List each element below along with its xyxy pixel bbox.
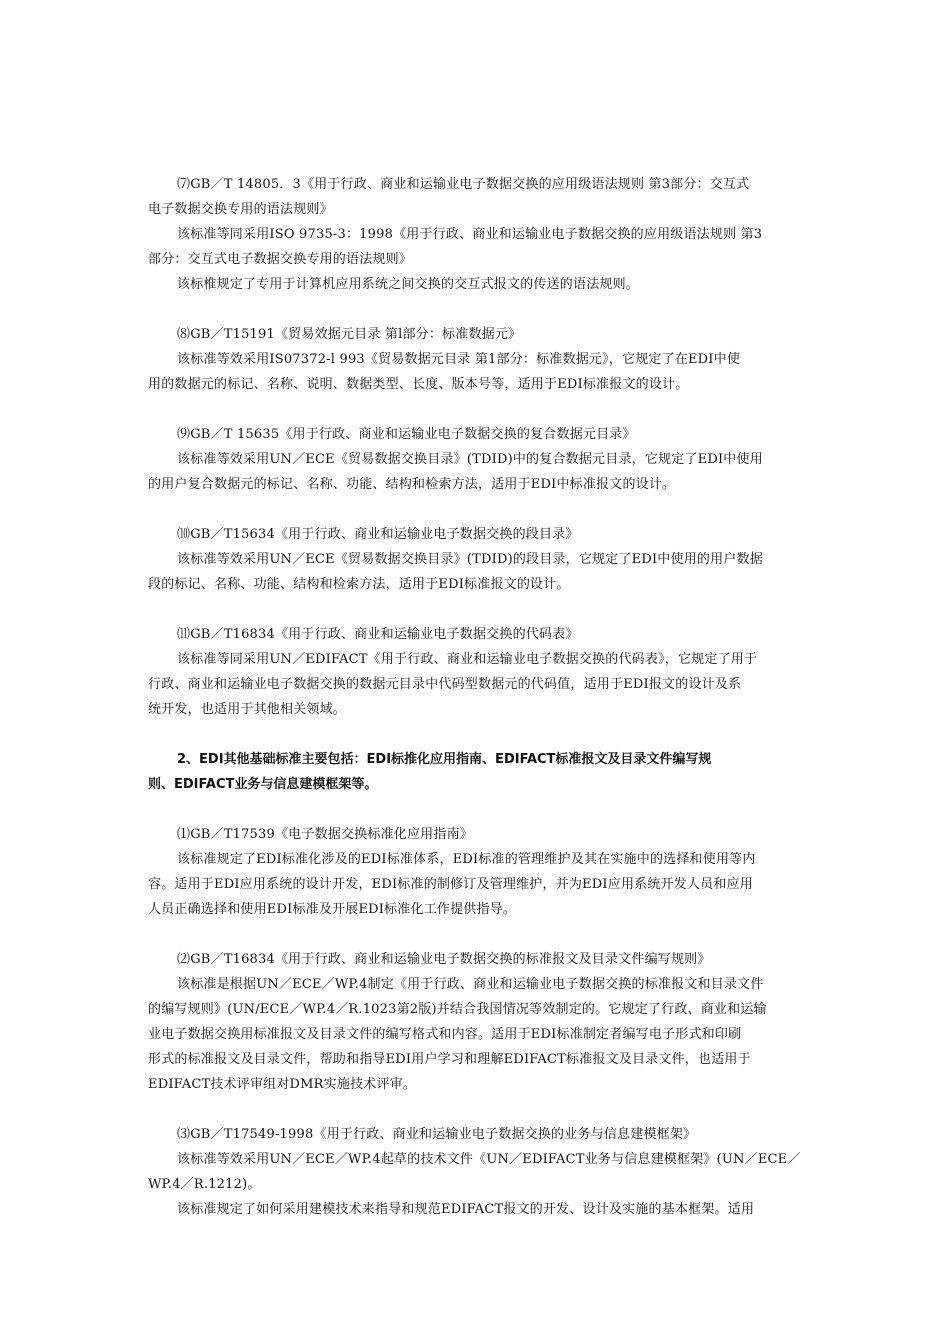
standard-item-9: [148, 422, 808, 497]
standard-item-7: [148, 172, 808, 297]
guideline-item-1: [148, 822, 808, 922]
standard-title: ⑼GB／T 15635《用于行政、商业和运输业电子数据交换的复合数据元目录》: [177, 427, 636, 442]
standard-title: ⑴GB／T17539《电子数据交换标准化应用指南》: [177, 827, 473, 842]
paragraph-line: 该标准规定了如何采用建模技术来指导和规范EDIFACT报文的开发、设计及实施的基本框架。适用: [177, 1202, 755, 1217]
paragraph-line: 的用户复合数据元的标记、名称、功能、结构和检索方法，适用于EDI中标准报文的设计。: [148, 477, 676, 492]
paragraph-line: 该标准规定了EDI标准化涉及的EDI标准体系，EDI标准的管理维护及其在实施中的选择和使用等内: [177, 852, 756, 867]
standard-item-11: [148, 622, 808, 722]
paragraph-line: 该标准等效采用UN／ECE／WP.4起草的技术文件《UN／EDIFACT业务与信息建模框架》(UN／ECE／: [177, 1152, 801, 1167]
paragraph-line: WP.4／R.1212)。: [148, 1177, 261, 1192]
guideline-item-3: [148, 1122, 808, 1222]
paragraph-line: 统开发，也适用于其他相关领域。: [148, 702, 347, 717]
paragraph-line: 用的数据元的标记、名称、说明、数据类型、长度、版本号等，适用于EDI标准报文的设计。: [148, 377, 689, 392]
paragraph-line: 该标准等同采用ISO 9735-3：1998《用于行政、商业和运输业电子数据交换的应用级语法规则 第3: [177, 227, 763, 242]
standard-title: ⑾GB／T16834《用于行政、商业和运输业电子数据交换的代码表》: [177, 627, 579, 642]
paragraph-line: 该标准等同采用UN／EDIFACT《用于行政、商业和运输业电子数据交换的代码表》，它规定了用于: [177, 652, 758, 667]
paragraph-line: EDIFACT技术评审组对DMR实施技术评审。: [148, 1077, 417, 1092]
paragraph-line: 该标准是根据UN／ECE／WP.4制定《用于行政、商业和运输业电子数据交换的标准报文和目录文件: [177, 977, 764, 992]
paragraph-line: 该标准等效采用UN／ECE《贸易数据交换目录》(TDID)中的复合数据元目录，它规定了EDI中使用: [177, 452, 763, 467]
paragraph-line: 容。适用于EDI应用系统的设计开发，EDI标准的制修订及管理维护，并为EDI应用系统开发人员和应用: [148, 877, 753, 892]
paragraph-line: 行政、商业和运输业电子数据交换的数据元目录中代码型数据元的代码值，适用于EDI报文的设计及系: [148, 677, 742, 692]
section-heading-line: 2、EDI其他基础标准主要包括：EDI标推化应用指南、EDIFACT标准报文及目录文件编写规: [177, 752, 712, 767]
standard-title: ⑻GB／T15191《贸易效据元目录 第l部分：标准数据元》: [177, 327, 522, 342]
standard-title: ⑺GB／T 14805．3《用于行政、商业和运输业电子数据交换的应用级语法规则 第3部分：交互式: [177, 177, 750, 192]
standard-title: ⑽GB／T15634《用于行政、商业和运输业电子数据交换的段目录》: [177, 527, 579, 542]
standard-title: ⑶GB／T17549-1998《用于行政、商业和运输业电子数据交换的业务与信息建模框架》: [177, 1127, 697, 1142]
paragraph-line: 业电子数据交换用标准报文及目录文件的编写格式和内容。适用于EDI标准制定者编写电子形式和印刷: [148, 1027, 742, 1042]
paragraph-line: 人员正确选择和使用EDI标准及开展EDI标准化工作提供指导。: [148, 902, 517, 917]
paragraph-line: 形式的标准报文及目录文件，帮助和指导EDI用户学习和理解EDIFACT标准报文及目录文件，也适用于: [148, 1052, 751, 1067]
guideline-item-2: [148, 947, 808, 1097]
paragraph-line: 部分：交互式电子数据交换专用的语法规则》: [148, 252, 413, 267]
document-body: [148, 172, 808, 1247]
standard-item-8: [148, 322, 808, 397]
standard-item-10: [148, 522, 808, 597]
paragraph-line: 段的标记、名称、功能、结构和检索方法，适用于EDI标准报文的设计。: [148, 577, 570, 592]
section-heading-line: 则、EDIFACT业务与信息建模框架等。: [148, 777, 378, 792]
paragraph-line: 该标准等效采用IS07372-l 993《贸易数据元目录 第1部分：标准数据元》，它规定了在EDI中使: [177, 352, 741, 367]
paragraph-line: 的编写规则》(UN/ECE／WP.4／R.1023第2版)并结合我国情况等效制定的。它规定了行政、商业和运输: [148, 1002, 767, 1017]
section-heading: [148, 747, 808, 797]
paragraph-line: 该标椎规定了专用于计算机应用系统之间交换的交互式报文的传送的语法规则。: [177, 277, 640, 292]
paragraph-line: 该标准等效采用UN／ECE《贸易数据交换目录》(TDID)的段目录，它规定了EDI中使用的用户数据: [177, 552, 763, 567]
standard-title: ⑵GB／T16834《用于行政、商业和运输业电子数据交换的标准报文及目录文件编写规则》: [177, 952, 711, 967]
standard-title-continued: 电子数据交换专用的语法规则》: [148, 202, 333, 217]
